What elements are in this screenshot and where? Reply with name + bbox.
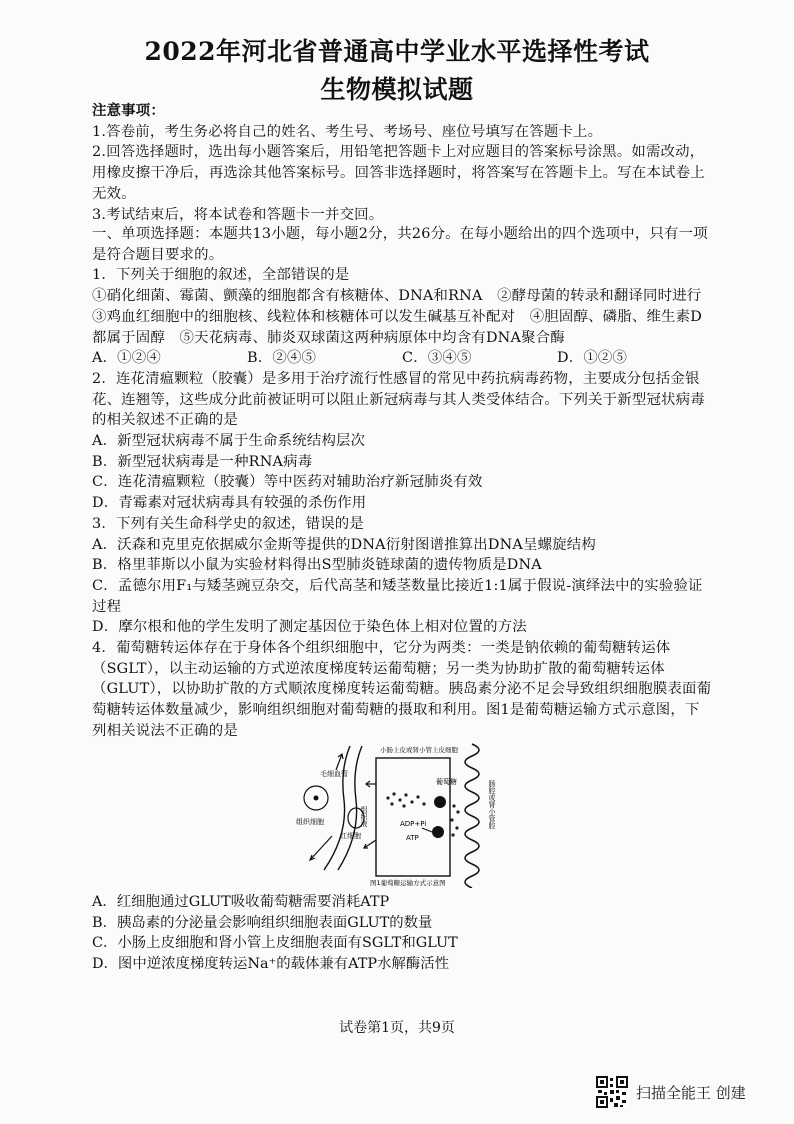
question-1-option-c: C．③④⑤ bbox=[402, 350, 472, 367]
epithelial-cell-shape bbox=[376, 758, 450, 876]
question-1-option-a: A．①②④ bbox=[92, 350, 161, 367]
question-1-stem: 1．下列关于细胞的叙述，全部错误的是 bbox=[92, 267, 350, 284]
question-1-option-d: D．①②⑤ bbox=[557, 350, 628, 367]
question-4-stem: 4．葡萄糖转运体存在于身体各个组织细胞中，它分为两类：一类是钠依赖的葡萄糖转运体（SGLT），以主动运输的方式逆浓度梯度转运葡萄糖；另一类为协助扩散的葡萄糖转运体（GLUT），以协助扩散的方式顺浓度梯度转运葡萄糖。胰岛素分泌不足会导致组织细胞膜表面葡萄糖转运体数量减少，影响组织细胞对葡萄糖的摄取和利用。图1是葡萄糖运输方式示意图，下列相关说法不正确的是 bbox=[92, 640, 712, 739]
question-3 bbox=[92, 514, 712, 638]
question-4-option-a: A．红细胞通过GLUT吸收葡萄糖需要消耗ATP bbox=[92, 894, 390, 910]
question-1-option-b: B．②④⑤ bbox=[247, 350, 317, 367]
question-2-option-b: B．新型冠状病毒是一种RNA病毒 bbox=[92, 453, 313, 470]
notes-heading: 注意事项： bbox=[92, 102, 165, 119]
label-lumen: 肠腔或肾小管腔 bbox=[488, 780, 496, 829]
sglt-transporter bbox=[434, 796, 446, 808]
question-3-option-b: B．格里菲斯以小鼠为实验材料得出S型肺炎链球菌的遗传物质是DNA bbox=[92, 557, 542, 574]
atp-pump bbox=[432, 826, 444, 838]
qr-code-icon bbox=[596, 1076, 628, 1108]
note-item-1: 1.答卷前，考生务必将自己的姓名、考生号、考场号、座位号填写在答题卡上。 bbox=[92, 123, 603, 140]
capillary-wall-left bbox=[324, 746, 350, 870]
watermark-text: 扫描全能王 创建 bbox=[636, 1083, 746, 1102]
label-atp: ATP bbox=[406, 834, 419, 842]
note-item-3: 3.考试结束后，将本试卷和答题卡一并交回。 bbox=[92, 206, 384, 223]
scanner-watermark bbox=[596, 1076, 746, 1108]
label-interstitial: 组织液 bbox=[360, 806, 368, 827]
question-2-option-d: D．青霉素对冠状病毒具有较强的杀伤作用 bbox=[92, 495, 367, 512]
question-1 bbox=[92, 265, 716, 369]
label-epithelial: 小肠上皮或肾小管上皮细胞 bbox=[380, 746, 458, 754]
label-capillary: 毛细血管 bbox=[320, 770, 348, 778]
question-1-body: ①硝化细菌、霉菌、颤藻的细胞都含有核糖体、DNA和RNA ②酵母菌的转录和翻译同时进行 ③鸡血红细胞中的细胞核、线粒体和核糖体可以发生碱基互补配对 ④胆固醇、磷脂、维生素D都属于固醇 ⑤天花病毒、肺炎双球菌这两种病原体中均含有DNA聚合酶 bbox=[92, 288, 716, 346]
page-number: 试卷第1页，共9页 bbox=[339, 1020, 455, 1036]
question-4-options bbox=[92, 892, 712, 975]
question-4 bbox=[92, 638, 712, 742]
question-3-option-d: D．摩尔根和他的学生发明了测定基因位于染色体上相对位置的方法 bbox=[92, 619, 527, 636]
label-adp: ADP+Pi bbox=[400, 820, 427, 828]
question-2 bbox=[92, 369, 712, 514]
notes-block bbox=[92, 101, 712, 225]
glucose-transport-figure bbox=[296, 740, 524, 888]
question-3-option-a: A．沃森和克里克依据威尔金斯等提供的DNA衍射图谱推算出DNA呈螺旋结构 bbox=[92, 536, 596, 553]
question-3-option-c: C．孟德尔用F₁与矮茎豌豆杂交，后代高茎和矮茎数量比接近1:1属于假说-演绎法中的实验验证过程 bbox=[92, 577, 703, 615]
question-4-option-b: B．胰岛素的分泌量会影响组织细胞表面GLUT的数量 bbox=[92, 914, 433, 931]
label-rbc: 红细胞 bbox=[340, 832, 361, 840]
exam-subtitle: 生物模拟试题 bbox=[320, 75, 474, 104]
question-2-option-a: A．新型冠状病毒不属于生命系统结构层次 bbox=[92, 433, 366, 450]
exam-title: 2022年河北省普通高中学业水平选择性考试 bbox=[144, 37, 650, 66]
figure-caption: 图1葡萄糖运输方式示意图 bbox=[370, 879, 446, 887]
label-tissue-cell: 组织细胞 bbox=[296, 818, 324, 826]
question-1-options bbox=[92, 348, 712, 369]
label-glucose: 葡萄糖 bbox=[436, 778, 457, 786]
question-4-option-d: D．图中逆浓度梯度转运Na⁺的载体兼有ATP水解酶活性 bbox=[92, 956, 450, 973]
question-2-option-c: C．连花清瘟颗粒（胶囊）等中医药对辅助治疗新冠肺炎有效 bbox=[92, 474, 483, 491]
question-2-stem: 2．连花清瘟颗粒（胶囊）是多用于治疗流行性感冒的常见中药抗病毒药物，主要成分包括金银花、连翘等，这些成分此前被证明可以阻止新冠病毒与其人类受体结合。下列关于新型冠状病毒的相关叙述不正确的是 bbox=[92, 370, 705, 429]
question-3-stem: 3．下列有关生命科学史的叙述，错误的是 bbox=[92, 515, 364, 532]
question-4-option-c: C．小肠上皮细胞和肾小管上皮细胞表面有SGLT和GLUT bbox=[92, 935, 458, 952]
section-1 bbox=[92, 224, 716, 742]
section-1-heading: 一、单项选择题：本题共13小题，每小题2分，共26分。在每小题给出的四个选项中，只有一项是符合题目要求的。 bbox=[92, 226, 708, 263]
glucose-dots bbox=[386, 792, 459, 836]
lumen-microvilli bbox=[465, 744, 479, 888]
note-item-2: 2.回答选择题时，选出每小题答案后，用铅笔把答题卡上对应题目的答案标号涂黑。如需改动，用橡皮擦干净后，再选涂其他答案标号。回答非选择题时，将答案写在答题卡上。写在本试卷上无效。 bbox=[92, 144, 705, 202]
